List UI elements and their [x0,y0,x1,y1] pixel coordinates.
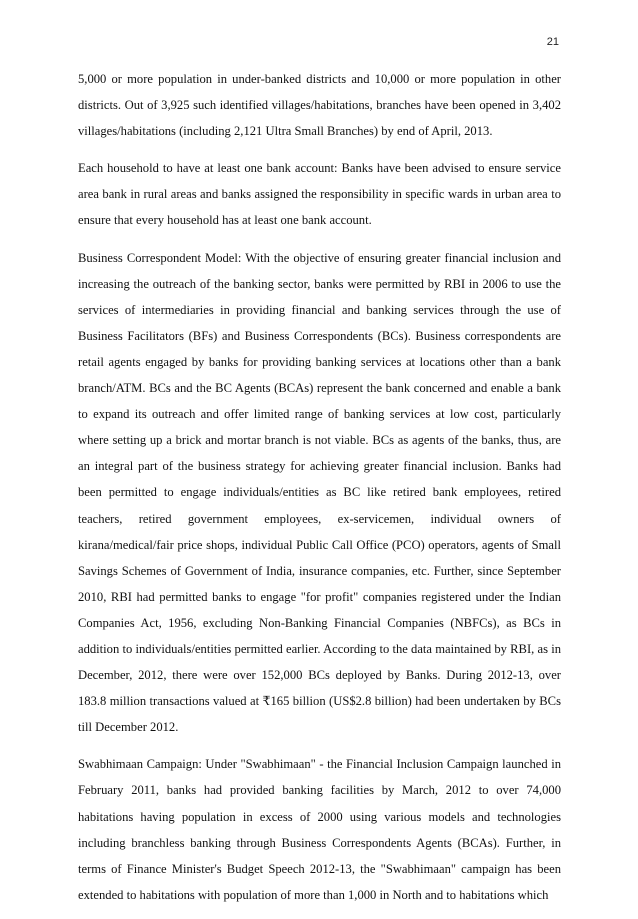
paragraph-swabhimaan-campaign: Swabhimaan Campaign: Under "Swabhimaan" - the Financial Inclusion Campaign launched in February 2011, banks had provided banking facilities by March, 2012 to over 74,000 habitations having population in excess of 2000 using various models and technologies including branchless banking through Business Correspondents Agents (BCAs). Further, in terms of Finance Minister's Budget Speech 2012-13, the "Swabhimaan" campaign has been extended to habitations with population of more than 1,000 in North and to habitations which [78,757,561,902]
paragraph-branch-opening: 5,000 or more population in under-banked districts and 10,000 or more population in other districts. Out of 3,925 such identified villages/habitations, branches have been opened in 3,402 villages/habitations (including 2,121 Ultra Small Branches) by end of April, 2013. [78,72,561,139]
paragraph-household-account: Each household to have at least one bank account: Banks have been advised to ensure service area bank in rural areas and banks assigned the responsibility in specific wards in urban area to ensure that every household has at least one bank account. [78,161,561,228]
document-body [78,66,561,919]
paragraph-business-correspondent: Business Correspondent Model: With the objective of ensuring greater financial inclusion and increasing the outreach of the banking sector, banks were permitted by RBI in 2006 to use the services of intermediaries in providing financial and banking services through the use of Business Facilitators (BFs) and Business Correspondents (BCs). Business correspondents are retail agents engaged by banks for providing banking services at locations other than a bank branch/ATM. BCs and the BC Agents (BCAs) represent the bank concerned and enable a bank to expand its outreach and offer limited range of banking services at low cost, particularly where setting up a brick and mortar branch is not viable. BCs as agents of the banks, thus, are an integral part of the business strategy for achieving greater financial inclusion. Banks had been permitted to engage individuals/entities as BC like retired bank employees, retired teachers, retired government employees, ex-servicemen, individual owners of kirana/medical/fair price shops, individual Public Call Office (PCO) operators, agents of Small Savings Schemes of Government of India, insurance companies, etc. Further, since September 2010, RBI had permitted banks to engage "for profit" companies registered under the Indian Companies Act, 1956, excluding Non-Banking Financial Companies (NBFCs), as BCs in addition to individuals/entities permitted earlier. According to the data maintained by RBI, as in December, 2012, there were over 152,000 BCs deployed by Banks. During 2012-13, over 183.8 million transactions valued at ₹165 billion (US$2.8 billion) had been undertaken by BCs till December 2012. [78,250,561,735]
page-number: 21 [546,36,559,48]
